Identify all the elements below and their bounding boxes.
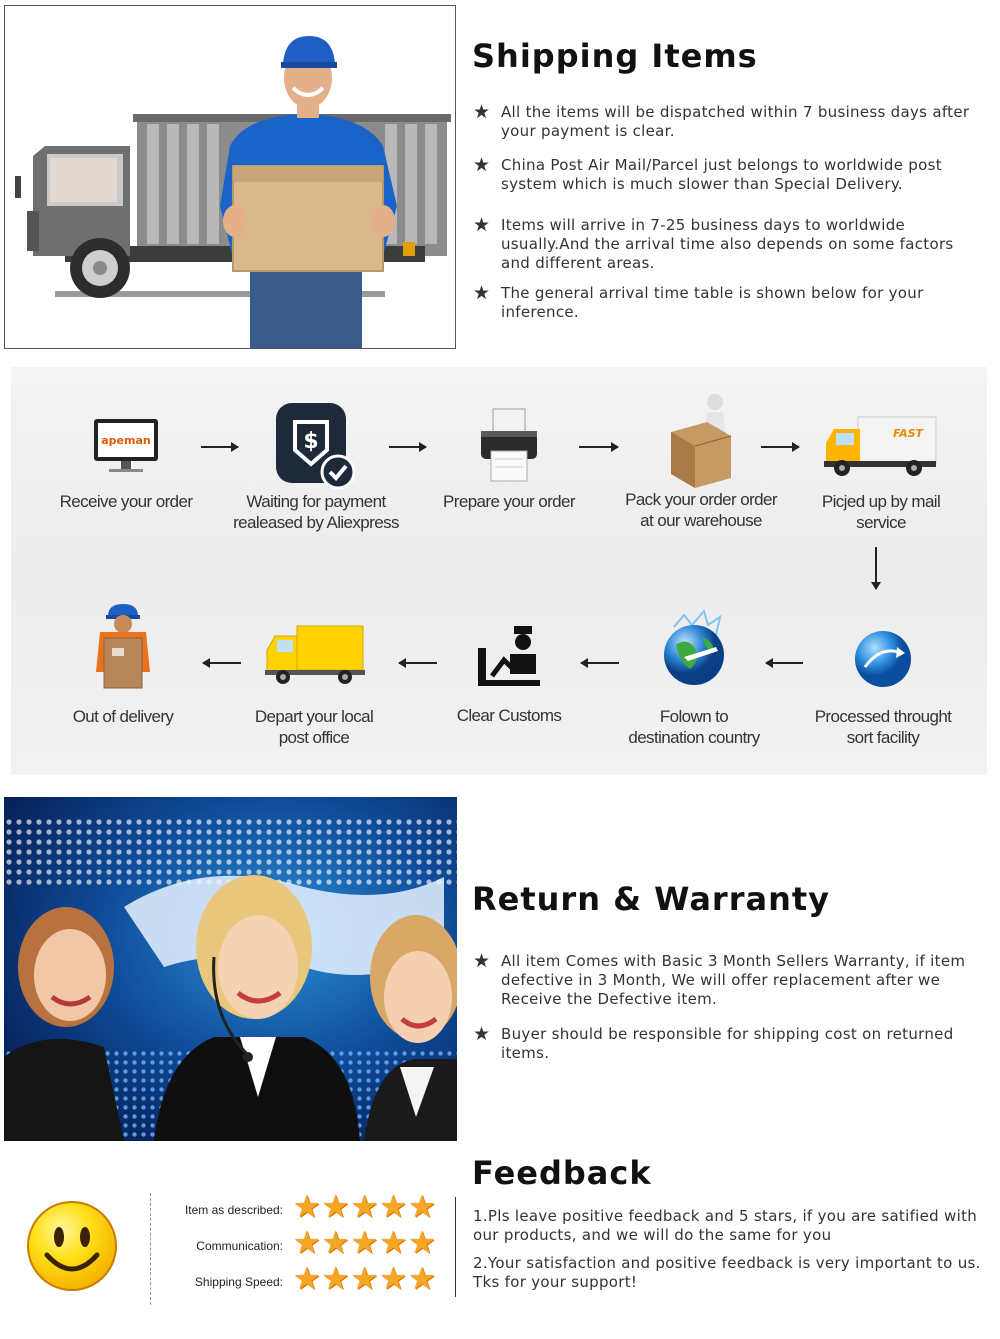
star-icon: ★	[293, 1189, 321, 1225]
warranty-bullet	[473, 952, 981, 1009]
step-label: Processed throught	[814, 707, 952, 726]
support-agents-illustration	[4, 797, 457, 1141]
star-icon: ★	[408, 1189, 436, 1225]
shipping-bullet-text: The general arrival time table is shown below for your inference.	[501, 284, 924, 321]
star-icon: ★	[408, 1225, 436, 1261]
step-pack-order	[611, 392, 791, 532]
rating-label: Shipping Speed:	[194, 1275, 283, 1289]
smiley-face-icon	[27, 1201, 117, 1291]
star-icon: ★	[473, 101, 491, 123]
flow-arrow-right	[761, 446, 799, 448]
step-waiting-payment	[226, 397, 406, 537]
star-icon: ★	[473, 154, 491, 176]
star-icon: ★	[379, 1261, 408, 1297]
step-label: realeased by Aliexpress	[233, 513, 399, 532]
shipping-bullet-text: Items will arrive in 7-25 business days to worldwide usually.And the arrival time also depends on some factors and different areas.	[501, 216, 954, 272]
star-icon: ★	[473, 950, 491, 972]
shipping-title: Shipping Items	[472, 37, 758, 75]
step-label: Folown to	[659, 707, 729, 726]
star-icon: ★	[321, 1225, 350, 1261]
feedback-note: 2.Your satisfaction and positive feedback is very important to us. Tks for your support!	[473, 1254, 981, 1291]
feedback-divider-right	[455, 1197, 456, 1297]
warranty-bullet-text: All item Comes with Basic 3 Month Sellers Warranty, if item defective in 3 Month, We will offer replacement after we Receive the Defective item.	[501, 952, 966, 1008]
star-icon: ★	[293, 1261, 321, 1297]
rating-stars	[293, 1225, 436, 1261]
dollar-sign: $	[303, 429, 319, 454]
warranty-bullet	[473, 1025, 981, 1063]
step-label: Waiting for payment	[246, 492, 386, 511]
delivery-van-icon	[822, 413, 940, 477]
courier-with-box-icon	[92, 602, 154, 692]
star-icon: ★	[408, 1261, 436, 1297]
shipping-bullet	[473, 216, 973, 273]
star-icon: ★	[321, 1261, 350, 1297]
step-label: Out of delivery	[72, 707, 174, 726]
star-icon: ★	[293, 1225, 321, 1261]
shipping-bullet-text: All the items will be dispatched within 7 business days after your payment is clear.	[501, 103, 970, 140]
flow-arrow-left	[399, 662, 437, 664]
step-prepare-order	[429, 407, 589, 517]
step-label: Receive your order	[59, 492, 193, 511]
rating-stars	[293, 1261, 436, 1297]
monitor-icon	[91, 417, 161, 477]
star-icon: ★	[350, 1261, 379, 1297]
star-icon: ★	[379, 1225, 408, 1261]
customer-support-image	[4, 797, 457, 1141]
step-label: Depart your local	[254, 707, 374, 726]
step-receive-order	[46, 407, 206, 517]
rating-stars	[293, 1189, 436, 1225]
star-icon: ★	[473, 282, 491, 304]
shipping-bullet	[473, 103, 973, 141]
step-out-of-delivery	[48, 602, 198, 732]
star-icon: ★	[350, 1189, 379, 1225]
shipping-bullet-text: China Post Air Mail/Parcel just belongs to worldwide post system which is much slower than Special Delivery.	[501, 156, 942, 193]
step-label: at our warehouse	[640, 511, 762, 530]
star-icon: ★	[473, 1023, 491, 1045]
shipping-bullet-list	[473, 103, 973, 322]
step-label: Pack your order order	[625, 490, 777, 509]
yellow-truck-icon	[261, 624, 367, 686]
shipping-bullet	[473, 156, 973, 194]
rating-label: Item as described:	[184, 1203, 283, 1217]
step-label: Prepare your order	[443, 492, 575, 511]
star-icon: ★	[473, 214, 491, 236]
payment-dollar-icon	[273, 400, 359, 492]
order-process-flow	[11, 367, 987, 775]
star-icon: ★	[350, 1225, 379, 1261]
step-label: sort facility	[846, 728, 920, 747]
flow-arrow-right	[389, 446, 426, 448]
step-label: post office	[278, 728, 350, 747]
step-clear-customs	[429, 622, 589, 732]
step-label: Picjed up by mail service	[821, 492, 941, 532]
feedback-title: Feedback	[472, 1154, 652, 1192]
globe-plane-icon	[654, 607, 734, 691]
monitor-logo: apeman	[101, 434, 151, 447]
flow-arrow-down	[875, 547, 877, 589]
step-label: Clear Customs	[456, 706, 562, 725]
rating-label: Communication:	[196, 1239, 283, 1253]
customs-officer-icon	[474, 624, 544, 690]
shipping-bullet	[473, 284, 973, 322]
star-icon: ★	[379, 1189, 408, 1225]
delivery-truck-courier-illustration	[5, 6, 456, 349]
packing-box-figure-icon	[663, 392, 739, 488]
step-processed-sort	[793, 622, 973, 752]
globe-arrow-icon	[851, 627, 915, 691]
step-label: destination country	[628, 728, 760, 747]
warranty-bullet-list	[473, 952, 981, 1063]
flow-arrow-left	[203, 662, 241, 664]
step-picked-up	[796, 407, 966, 532]
printer-icon	[477, 407, 541, 485]
feedback-note: 1.Pls leave positive feedback and 5 stars, if you are satified with our products, and we will do the same for you	[473, 1207, 978, 1244]
smiley-face-drawing	[29, 1203, 115, 1289]
warranty-bullet-text: Buyer should be responsible for shipping cost on returned items.	[501, 1025, 954, 1062]
step-flown-destination	[604, 607, 784, 752]
warranty-title: Return & Warranty	[472, 880, 831, 918]
step-depart-post-office	[234, 622, 394, 752]
fast-label: FAST	[892, 427, 924, 440]
star-icon: ★	[321, 1189, 350, 1225]
shipping-delivery-image	[4, 5, 456, 349]
